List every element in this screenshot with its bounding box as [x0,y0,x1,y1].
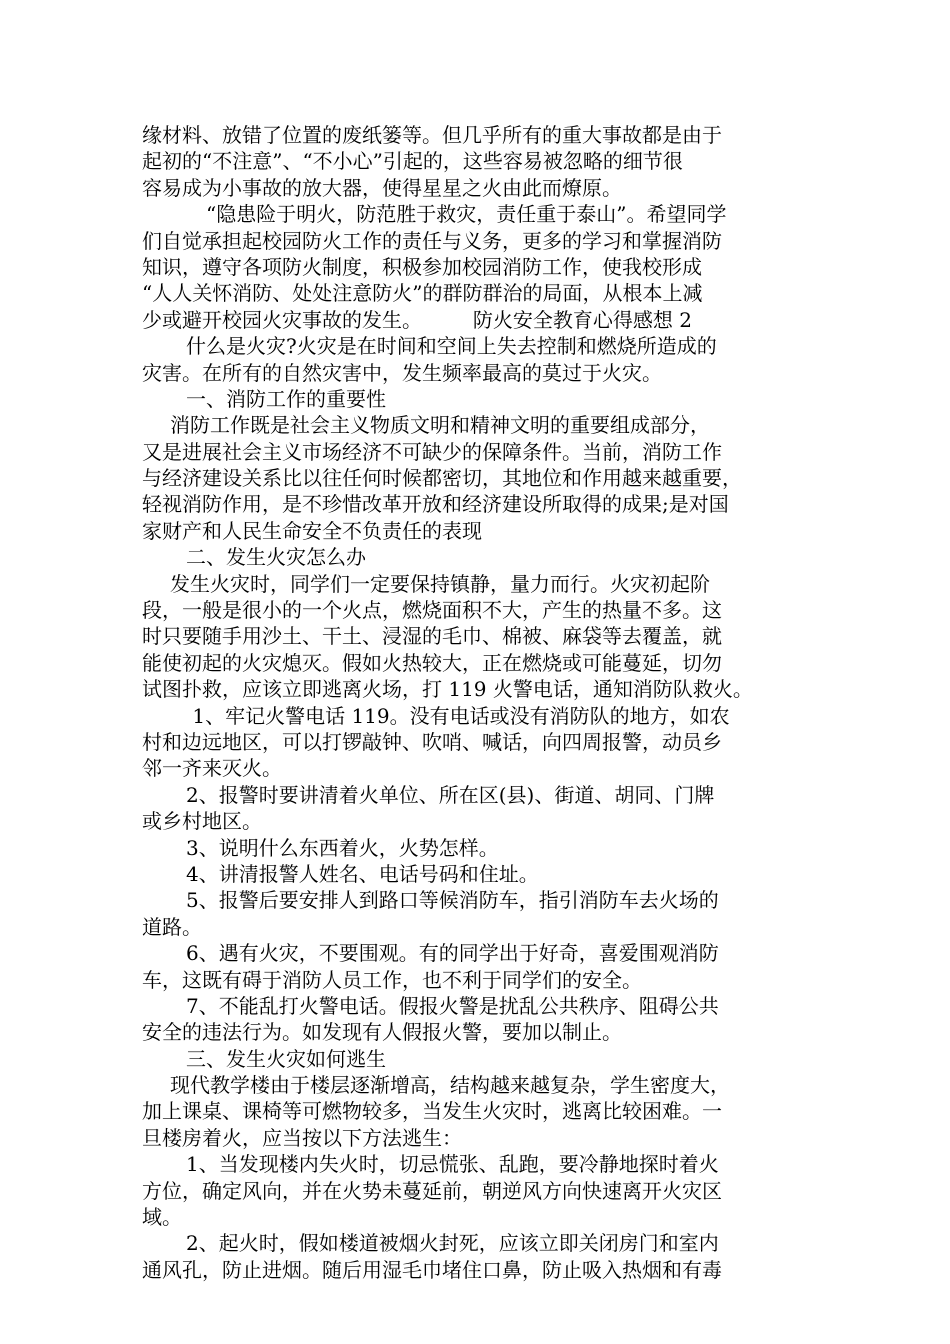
text-line: “人人关怀消防、处处注意防火”的群防群治的局面，从根本上减 [142,281,703,306]
text-line: 段，一般是很小的一个火点，燃烧面积不大，产生的热量不多。这 [142,598,722,623]
text-line: 能使初起的火灾熄灭。假如火热较大，正在燃烧或可能蔓延，切勿 [142,650,722,675]
text-line: 村和边远地区，可以打锣敲钟、吹哨、喊话，向四周报警，动员乡 [142,729,722,754]
text-line: 7、不能乱打火警电话。假报火警是扰乱公共秩序、阻碍公共 [186,993,719,1018]
text-line: 缘材料、放错了位置的废纸篓等。但几乎所有的重大事故都是由于 [142,123,722,147]
text-line: 们自觉承担起校园防火工作的责任与义务，更多的学习和掌握消防 [142,228,722,253]
text-line: 三、发生火灾如何逃生 [186,1046,386,1071]
text-line: 加上课桌、课椅等可燃物较多，当发生火灾时，逃离比较困难。一 [142,1099,722,1124]
text-line: 车，这既有碍于消防人员工作，也不利于同学们的安全。 [142,967,642,992]
text-line: 或乡村地区。 [142,809,262,834]
text-line: 一、消防工作的重要性 [186,386,386,411]
text-line: 知识，遵守各项防火制度，积极参加校园消防工作，使我校形成 [142,254,702,279]
text-line: 道路。 [142,914,202,939]
text-line: 1、牢记火警电话 119。没有电话或没有消防队的地方，如农 [186,703,730,728]
text-line: 2、起火时，假如楼道被烟火封死，应该立即关闭房门和室内 [186,1231,719,1256]
text-line: 发生火灾时，同学们一定要保持镇静，量力而行。火灾初起阶 [170,571,710,596]
text-line: 方位，确定风向，并在火势未蔓延前，朝逆风方向快速离开火灾区 [142,1178,722,1203]
text-line: “隐患险于明火，防范胜于救灾，责任重于泰山”。希望同学 [206,202,727,227]
text-line: 通风孔，防止进烟。随后用湿毛巾堵住口鼻，防止吸入热烟和有毒 [142,1257,722,1282]
text-line: 旦楼房着火，应当按以下方法逃生： [142,1125,462,1150]
text-line: 轻视消防作用，是不珍惜改革开放和经济建设所取得的成果;是对国 [142,492,729,517]
text-line: 安全的违法行为。如发现有人假报火警，要加以制止。 [142,1020,622,1045]
text-line: 5、报警后要安排人到路口等候消防车，指引消防车去火场的 [186,888,719,913]
text-line: 现代教学楼由于楼层逐渐增高，结构越来越复杂，学生密度大， [170,1073,730,1098]
text-line: 3、说明什么东西着火，火势怎样。 [186,835,499,860]
text-line: 4、讲清报警人姓名、电话号码和住址。 [186,861,539,886]
text-line: 起初的“不注意”、“不小心”引起的，这些容易被忽略的细节很 [142,149,683,174]
text-line: 试图扑救，应该立即逃离火场，打 119 火警电话，通知消防队救火。 [142,677,753,702]
text-line: 1、当发现楼内失火时，切忌慌张、乱跑，要冷静地探时着火 [186,1152,719,1177]
text-line: 又是进展社会主义市场经济不可缺少的保障条件。当前，消防工作 [142,439,722,464]
text-line: 邻一齐来灭火。 [142,756,282,781]
text-line: 与经济建设关系比以往任何时候都密切，其地位和作用越来越重要， [142,466,742,491]
text-line: 灾害。在所有的自然灾害中，发生频率最高的莫过于火灾。 [142,360,662,385]
document-body [142,122,814,1283]
text-line: 6、遇有火灾，不要围观。有的同学出于好奇，喜爱围观消防 [186,941,719,966]
text-line: 容易成为小事故的放大器，使得星星之火由此而燎原。 [142,175,622,200]
text-line: 消防工作既是社会主义物质文明和精神文明的重要组成部分， [170,413,710,438]
text-line: 家财产和人民生命安全不负责任的表现 [142,518,482,543]
text-line: 域。 [142,1205,182,1230]
text-line: 时只要随手用沙土、干土、浸湿的毛巾、棉被、麻袋等去覆盖，就 [142,624,722,649]
text-line: 什么是火灾?火灾是在时间和空间上失去控制和燃烧所造成的 [186,334,717,359]
text-line: 二、发生火灾怎么办 [186,545,366,570]
text-line: 2、报警时要讲清着火单位、所在区(县)、街道、胡同、门牌 [186,782,715,807]
text-line: 少或避开校园火灾事故的发生。 防火安全教育心得感想 2 [142,307,692,332]
